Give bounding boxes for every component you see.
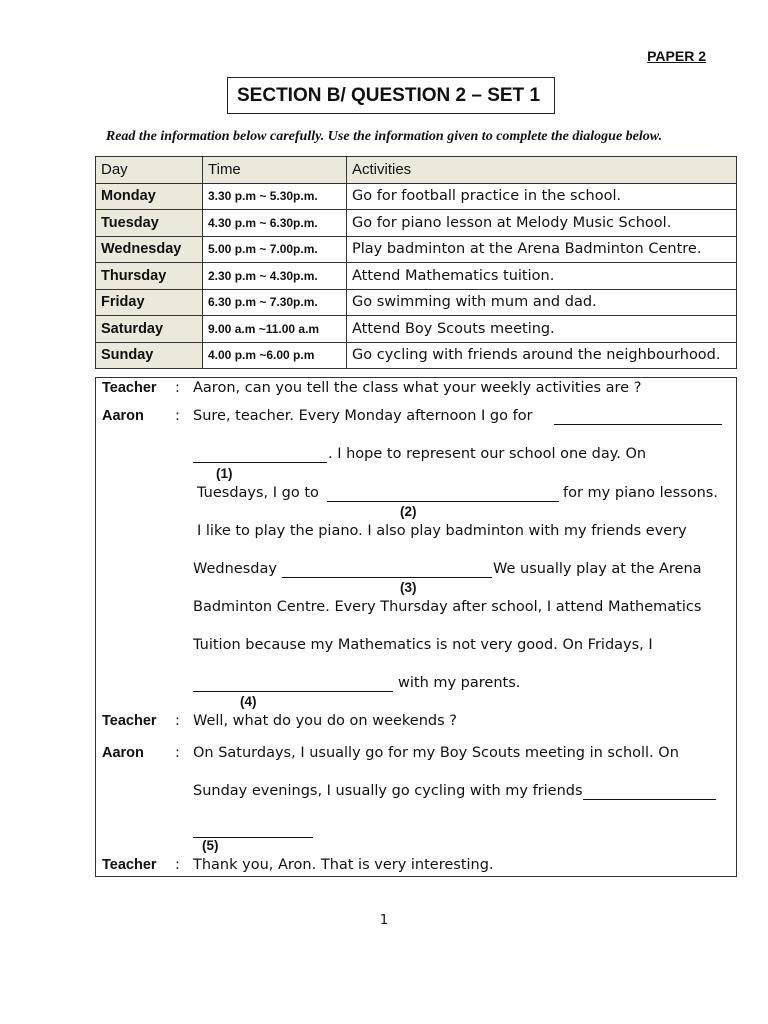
dialogue-text: Wednesday <box>193 561 277 577</box>
question-number-1: (1) <box>216 466 233 481</box>
speaker-aaron: Aaron <box>102 408 144 424</box>
day-cell: Saturday <box>96 316 203 343</box>
dialogue-text: Sunday evenings, I usually go cycling with my friends <box>193 783 583 799</box>
activity-cell: Go for football practice in the school. <box>347 183 737 210</box>
colon: : <box>175 380 180 396</box>
table-row <box>96 236 737 263</box>
colon: : <box>175 713 180 729</box>
speaker-teacher: Teacher <box>102 380 157 396</box>
paper-label: PAPER 2 <box>647 48 706 64</box>
table-row <box>96 289 737 316</box>
table-row <box>96 342 737 369</box>
activity-cell: Attend Boy Scouts meeting. <box>347 316 737 343</box>
table-row <box>96 210 737 237</box>
dialogue-text: Aaron, can you tell the class what your weekly activities are ? <box>193 380 642 396</box>
table-header-row <box>96 157 737 184</box>
activity-cell: Go swimming with mum and dad. <box>347 289 737 316</box>
answer-blank-5a[interactable] <box>583 785 716 800</box>
dialogue-text: Well, what do you do on weekends ? <box>193 713 457 729</box>
dialogue-text: I like to play the piano. I also play badminton with my friends every <box>197 523 687 539</box>
day-cell: Tuesday <box>96 210 203 237</box>
day-cell: Friday <box>96 289 203 316</box>
dialogue-text: with my parents. <box>398 675 521 691</box>
section-title: SECTION B/ QUESTION 2 – SET 1 <box>227 77 555 114</box>
answer-blank-1b[interactable] <box>193 448 327 463</box>
answer-blank-5b[interactable] <box>193 823 313 838</box>
dialogue-text: On Saturdays, I usually go for my Boy Scouts meeting in scholl. On <box>193 745 679 761</box>
dialogue-text: Thank you, Aron. That is very interesting. <box>193 857 494 873</box>
time-cell: 9.00 a.m ~11.00 a.m <box>203 316 347 343</box>
dialogue-text: We usually play at the Arena <box>493 561 702 577</box>
speaker-teacher: Teacher <box>102 857 157 873</box>
colon: : <box>175 745 180 761</box>
time-cell: 3.30 p.m ~ 5.30p.m. <box>203 183 347 210</box>
table-row <box>96 263 737 290</box>
header-day: Day <box>96 157 203 184</box>
question-number-2: (2) <box>400 504 417 519</box>
dialogue-text: Tuition because my Mathematics is not very good. On Fridays, I <box>193 637 653 653</box>
page-number: 1 <box>379 913 389 928</box>
colon: : <box>175 857 180 873</box>
dialogue-text: for my piano lessons. <box>563 485 718 501</box>
activity-cell: Attend Mathematics tuition. <box>347 263 737 290</box>
answer-blank-2[interactable] <box>327 487 559 502</box>
table-row <box>96 183 737 210</box>
question-number-4: (4) <box>240 694 257 709</box>
activity-cell: Go for piano lesson at Melody Music School. <box>347 210 737 237</box>
table-row <box>96 316 737 343</box>
day-cell: Monday <box>96 183 203 210</box>
dialogue-text: Badminton Centre. Every Thursday after school, I attend Mathematics <box>193 599 702 615</box>
dialogue-text: Tuesdays, I go to <box>197 485 319 501</box>
colon: : <box>175 408 180 424</box>
day-cell: Wednesday <box>96 236 203 263</box>
dialogue-text: . I hope to represent our school one day. On <box>328 446 647 462</box>
dialogue-box <box>95 377 737 877</box>
header-activities: Activities <box>347 157 737 184</box>
time-cell: 5.00 p.m ~ 7.00p.m. <box>203 236 347 263</box>
day-cell: Sunday <box>96 342 203 369</box>
activity-cell: Play badminton at the Arena Badminton Centre. <box>347 236 737 263</box>
question-number-5: (5) <box>202 838 219 853</box>
time-cell: 4.00 p.m ~6.00 p.m <box>203 342 347 369</box>
answer-blank-1a[interactable] <box>554 410 722 425</box>
time-cell: 6.30 p.m ~ 7.30p.m. <box>203 289 347 316</box>
answer-blank-3[interactable] <box>282 563 492 578</box>
header-time: Time <box>203 157 347 184</box>
time-cell: 2.30 p.m ~ 4.30p.m. <box>203 263 347 290</box>
time-cell: 4.30 p.m ~ 6.30p.m. <box>203 210 347 237</box>
dialogue-text: Sure, teacher. Every Monday afternoon I go for <box>193 408 533 424</box>
instruction-text: Read the information below carefully. Use the information given to complete the dialogue below. <box>105 129 663 144</box>
day-cell: Thursday <box>96 263 203 290</box>
activity-cell: Go cycling with friends around the neighbourhood. <box>347 342 737 369</box>
question-number-3: (3) <box>400 580 417 595</box>
schedule-table <box>95 156 737 369</box>
speaker-teacher: Teacher <box>102 713 157 729</box>
speaker-aaron: Aaron <box>102 745 144 761</box>
answer-blank-4[interactable] <box>193 677 393 692</box>
